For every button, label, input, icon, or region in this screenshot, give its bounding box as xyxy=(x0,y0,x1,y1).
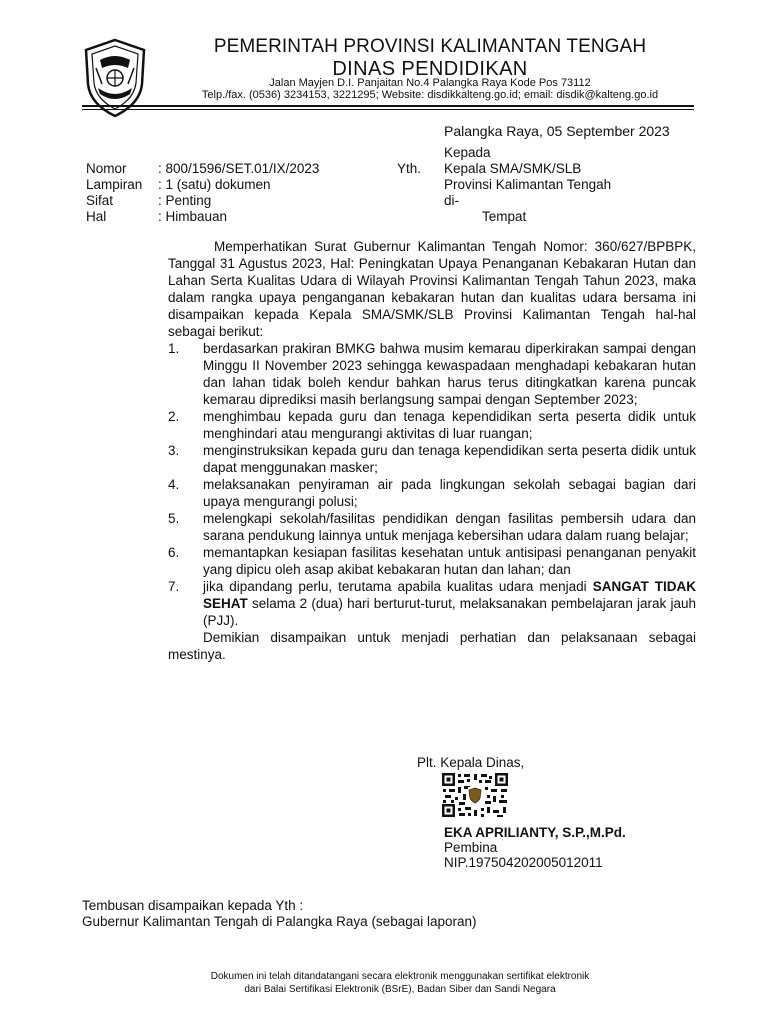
cc-recipient: Gubernur Kalimantan Tengah di Palangka Raya (sebagai laporan) xyxy=(82,914,477,929)
list-item-text-after: selama 2 (dua) hari berturut-turut, melaksanakan pembelajaran jarak jauh (PJJ). xyxy=(203,596,696,628)
list-item-text-before: jika dipandang perlu, terutama apabila kualitas udara menjadi xyxy=(203,579,593,594)
meta-value-hal: : Himbauan xyxy=(158,209,228,224)
meta-label-hal: Hal xyxy=(86,209,107,224)
list-item-text: berdasarkan prakiran BMKG bahwa musim kemarau diperkirakan sampai dengan Minggu II November 2023 sehingga kewaspadaan menghadapi kebakaran hutan dan lahan tidak boleh kendur bahkan harus terus ditingkatkan karena puncak kemarau diprediksi masih berlangsung sampai dengan September 2023; xyxy=(203,341,696,407)
header-department-name: DINAS PENDIDIKAN xyxy=(332,58,528,80)
signatory-rank: Pembina xyxy=(444,840,498,855)
recipient-line-2: Provinsi Kalimantan Tengah xyxy=(444,177,612,192)
meta-value-lampiran: : 1 (satu) dokumen xyxy=(158,177,271,192)
header-government-name: PEMERINTAH PROVINSI KALIMANTAN TENGAH xyxy=(213,36,647,57)
recipient-salutation: Yth. xyxy=(397,161,422,176)
list-item xyxy=(168,476,696,510)
footer-line-1: Dokumen ini telah ditandatangani secara elektronik menggunakan sertifikat elektronik xyxy=(210,971,590,982)
signature-title: Plt. Kepala Dinas, xyxy=(417,755,525,770)
list-item-text: menginstruksikan kepada guru dan tenaga kependidikan serta peserta didik untuk dapat menggunakan masker; xyxy=(203,443,696,475)
signatory-name: EKA APRILIANTY, S.P.,M.Pd. xyxy=(444,825,626,840)
meta-value-sifat: : Penting xyxy=(158,193,212,208)
meta-label-lampiran: Lampiran xyxy=(86,177,143,192)
list-item-number: 5. xyxy=(168,511,180,526)
footer-line-2: dari Balai Sertifikasi Elektronik (BSrE), Badan Siber dan Sandi Negara xyxy=(244,984,556,995)
list-item xyxy=(168,340,696,408)
list-item xyxy=(168,544,696,578)
list-item xyxy=(168,408,696,442)
letter-body xyxy=(168,238,696,663)
list-item xyxy=(168,442,696,476)
list-item xyxy=(168,578,696,629)
list-item-text: menghimbau kepada guru dan tenaga kependidikan serta peserta didik untuk menghindari atau mengurangi aktivitas di luar ruangan; xyxy=(203,409,696,441)
meta-label-nomor: Nomor xyxy=(86,161,127,176)
meta-values xyxy=(158,161,319,225)
header-divider-thick xyxy=(82,105,694,107)
meta-label-sifat: Sifat xyxy=(86,193,114,208)
list-item-text: melaksanakan penyiraman air pada lingkungan sekolah sebagai bagian dari upaya mengurangi polusi; xyxy=(203,477,696,509)
list-item-number: 2. xyxy=(168,409,180,424)
list-item-number: 3. xyxy=(168,443,180,458)
list-item-number: 1. xyxy=(168,341,180,356)
header-address: Jalan Mayjen D.I. Panjaitan No.4 Palangka Raya Kode Pos 73112 xyxy=(269,77,591,89)
list-item-number: 7. xyxy=(168,579,180,594)
recipient-line-3: di- xyxy=(444,193,460,208)
list-item xyxy=(168,510,696,544)
closing-paragraph: Demikian disampaikan untuk menjadi perhatian dan pelaksanaan sebagai mestinya. xyxy=(168,630,696,662)
cc-label: Tembusan disampaikan kepada Yth : xyxy=(82,898,304,913)
letter-date: Palangka Raya, 05 September 2023 xyxy=(444,123,670,139)
recipient-address xyxy=(444,145,611,225)
recipient-kepada: Kepada xyxy=(444,145,491,160)
recipient-tempat: Tempat xyxy=(482,209,527,224)
list-item-text: melengkapi sekolah/fasilitas pendidikan dengan fasilitas pembersih udara dan sarana pendukung lainnya untuk menjaga kebersihan udara dalam ruang belajar; xyxy=(203,511,696,543)
header-contact: Telp./fax. (0536) 3234153, 3221295; Website: disdikkalteng.go.id; email: disdik@kalteng.go.id xyxy=(201,89,659,101)
intro-paragraph: Memperhatikan Surat Gubernur Kalimantan Tengah Nomor: 360/627/BPBPK, Tanggal 31 Agustus 2023, Hal: Peningkatan Upaya Penanganan Kebakaran Hutan dan Lahan Serta Kualitas Udara di Wilayah Provinsi Kalimantan Tengah Tahun 2023, maka dalam rangka upaya penganganan kebakaran hutan dan kualitas udara bersama ini disampaikan kepada Kepala SMA/SMK/SLB Provinsi Kalimantan Tengah hal-hal sebagai berikut: xyxy=(168,239,696,339)
list-item-number: 6. xyxy=(168,545,180,560)
meta-value-nomor: : 800/1596/SET.01/IX/2023 xyxy=(158,161,320,176)
signature-qr-code-icon xyxy=(441,772,509,818)
signatory-nip: NIP.197504202005012011 xyxy=(444,855,603,870)
emphasis-air-quality: SANGAT TIDAK SEHAT xyxy=(203,579,696,611)
e-signature-footer xyxy=(100,970,700,996)
meta-labels xyxy=(86,161,158,225)
list-item-text: memantapkan kesiapan fasilitas kesehatan untuk antisipasi penanganan penyakit yang dipicu oleh asap akibat kebakaran hutan dan lahan; dan xyxy=(203,545,696,577)
points-list xyxy=(168,340,696,629)
header-divider-thin xyxy=(82,109,694,110)
recipient-line-1: Kepala SMA/SMK/SLB xyxy=(444,161,582,176)
list-item-number: 4. xyxy=(168,477,180,492)
carbon-copy xyxy=(82,898,477,930)
